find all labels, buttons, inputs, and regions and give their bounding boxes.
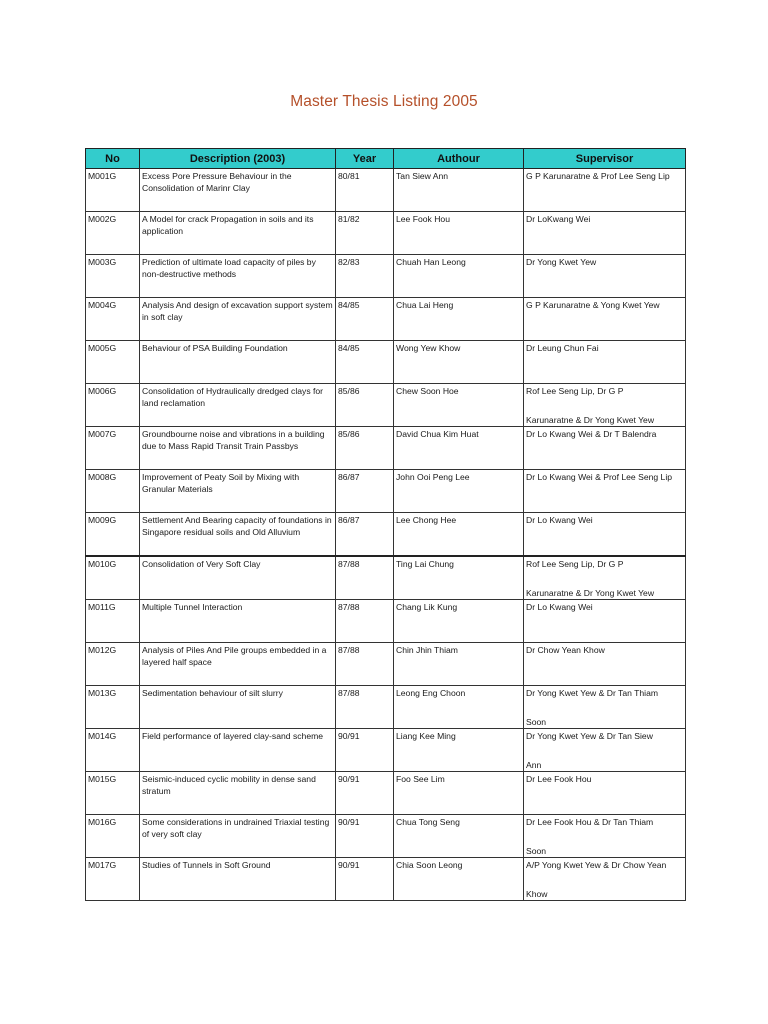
table-row [86, 643, 686, 686]
cell-author: Liang Kee Ming [394, 729, 524, 772]
cell-no: M005G [86, 341, 140, 384]
cell-description: Excess Pore Pressure Behaviour in the Consolidation of Marinr Clay [140, 169, 336, 212]
cell-year: 86/87 [336, 470, 394, 513]
cell-no: M004G [86, 298, 140, 341]
supervisor-line-continued: Karunaratne & Dr Yong Kwet Yew [526, 415, 655, 425]
supervisor-line-continued: Soon [526, 846, 547, 856]
supervisor-line: Dr Leung Chun Fai [526, 343, 599, 353]
cell-no: M002G [86, 212, 140, 255]
table-row [86, 384, 686, 427]
cell-description: Sedimentation behaviour of silt slurry [140, 686, 336, 729]
cell-author: Tan Siew Ann [394, 169, 524, 212]
cell-year: 87/88 [336, 686, 394, 729]
cell-year: 80/81 [336, 169, 394, 212]
cell-year: 84/85 [336, 341, 394, 384]
cell-description: Analysis And design of excavation support system in soft clay [140, 298, 336, 341]
cell-year: 82/83 [336, 255, 394, 298]
cell-author: Chin Jhin Thiam [394, 643, 524, 686]
supervisor-line: Dr Lo Kwang Wei [526, 515, 593, 525]
cell-supervisor [524, 384, 686, 427]
supervisor-line-continued: Khow [526, 889, 548, 899]
cell-supervisor [524, 556, 686, 600]
supervisor-line: Rof Lee Seng Lip, Dr G P [526, 386, 624, 396]
cell-no: M015G [86, 772, 140, 815]
table-row [86, 556, 686, 600]
cell-description: Seismic-induced cyclic mobility in dense sand stratum [140, 772, 336, 815]
column-header-supervisor: Supervisor [524, 149, 686, 169]
cell-no: M009G [86, 513, 140, 557]
cell-author: John Ooi Peng Lee [394, 470, 524, 513]
cell-supervisor [524, 427, 686, 470]
cell-supervisor [524, 212, 686, 255]
cell-year: 81/82 [336, 212, 394, 255]
cell-description: Settlement And Bearing capacity of foundations in Singapore residual soils and Old Alluvium [140, 513, 336, 557]
supervisor-line: Dr Chow Yean Khow [526, 645, 605, 655]
table-row [86, 212, 686, 255]
cell-year: 87/88 [336, 556, 394, 600]
cell-author: Chua Tong Seng [394, 815, 524, 858]
table-row [86, 513, 686, 557]
cell-supervisor [524, 255, 686, 298]
table-row [86, 427, 686, 470]
thesis-table [85, 148, 686, 901]
table-row [86, 169, 686, 212]
cell-no: M013G [86, 686, 140, 729]
column-header-year: Year [336, 149, 394, 169]
cell-supervisor [524, 772, 686, 815]
cell-supervisor [524, 298, 686, 341]
cell-author: Wong Yew Khow [394, 341, 524, 384]
supervisor-line: Dr Lo Kwang Wei [526, 602, 593, 612]
table-row [86, 600, 686, 643]
cell-supervisor [524, 686, 686, 729]
table-row [86, 772, 686, 815]
cell-author: Chia Soon Leong [394, 858, 524, 901]
cell-supervisor [524, 341, 686, 384]
cell-author: Lee Fook Hou [394, 212, 524, 255]
cell-no: M017G [86, 858, 140, 901]
cell-description: A Model for crack Propagation in soils and its application [140, 212, 336, 255]
supervisor-line: Dr Yong Kwet Yew & Dr Tan Thiam [526, 688, 659, 698]
cell-year: 86/87 [336, 513, 394, 557]
supervisor-line-continued: Soon [526, 717, 547, 727]
table-header-row [86, 149, 686, 169]
cell-supervisor [524, 643, 686, 686]
table-row [86, 255, 686, 298]
supervisor-line: A/P Yong Kwet Yew & Dr Chow Yean [526, 860, 667, 870]
cell-supervisor [524, 169, 686, 212]
supervisor-line: Dr Yong Kwet Yew & Dr Tan Siew [526, 731, 653, 741]
page-title: Master Thesis Listing 2005 [290, 93, 478, 110]
cell-no: M008G [86, 470, 140, 513]
cell-year: 84/85 [336, 298, 394, 341]
table-row [86, 858, 686, 901]
cell-year: 85/86 [336, 427, 394, 470]
cell-description: Consolidation of Very Soft Clay [140, 556, 336, 600]
cell-description: Improvement of Peaty Soil by Mixing with Granular Materials [140, 470, 336, 513]
cell-year: 90/91 [336, 772, 394, 815]
cell-no: M012G [86, 643, 140, 686]
cell-description: Multiple Tunnel Interaction [140, 600, 336, 643]
cell-description: Field performance of layered clay-sand scheme [140, 729, 336, 772]
cell-no: M014G [86, 729, 140, 772]
cell-description: Groundbourne noise and vibrations in a building due to Mass Rapid Transit Train Passbys [140, 427, 336, 470]
column-header-author: Authour [394, 149, 524, 169]
table-row [86, 729, 686, 772]
cell-supervisor [524, 600, 686, 643]
supervisor-line: Rof Lee Seng Lip, Dr G P [526, 559, 624, 569]
cell-year: 87/88 [336, 600, 394, 643]
cell-year: 90/91 [336, 729, 394, 772]
column-header-description: Description (2003) [140, 149, 336, 169]
cell-year: 90/91 [336, 815, 394, 858]
cell-description: Some considerations in undrained Triaxial testing of very soft clay [140, 815, 336, 858]
supervisor-line: Dr Lo Kwang Wei & Dr T Balendra [526, 429, 657, 439]
cell-author: Chew Soon Hoe [394, 384, 524, 427]
cell-author: Foo See Lim [394, 772, 524, 815]
cell-description: Prediction of ultimate load capacity of piles by non-destructive methods [140, 255, 336, 298]
supervisor-line: G P Karunaratne & Yong Kwet Yew [526, 300, 660, 310]
cell-year: 90/91 [336, 858, 394, 901]
cell-no: M011G [86, 600, 140, 643]
supervisor-line: Dr Lee Fook Hou [526, 774, 592, 784]
table-row [86, 341, 686, 384]
cell-author: David Chua Kim Huat [394, 427, 524, 470]
table-row [86, 470, 686, 513]
cell-description: Consolidation of Hydraulically dredged clays for land reclamation [140, 384, 336, 427]
cell-author: Chuah Han Leong [394, 255, 524, 298]
cell-supervisor [524, 729, 686, 772]
cell-author: Leong Eng Choon [394, 686, 524, 729]
cell-author: Lee Chong Hee [394, 513, 524, 557]
cell-year: 85/86 [336, 384, 394, 427]
cell-description: Studies of Tunnels in Soft Ground [140, 858, 336, 901]
cell-author: Chang Lik Kung [394, 600, 524, 643]
cell-author: Ting Lai Chung [394, 556, 524, 600]
supervisor-line: Dr LoKwang Wei [526, 214, 591, 224]
table-body [86, 169, 686, 901]
cell-supervisor [524, 470, 686, 513]
cell-supervisor [524, 858, 686, 901]
cell-no: M016G [86, 815, 140, 858]
cell-no: M006G [86, 384, 140, 427]
supervisor-line-continued: Ann [526, 760, 542, 770]
cell-year: 87/88 [336, 643, 394, 686]
table-row [86, 298, 686, 341]
cell-no: M003G [86, 255, 140, 298]
cell-no: M001G [86, 169, 140, 212]
cell-author: Chua Lai Heng [394, 298, 524, 341]
supervisor-line-continued: Karunaratne & Dr Yong Kwet Yew [526, 588, 655, 598]
table-row [86, 686, 686, 729]
cell-description: Analysis of Piles And Pile groups embedded in a layered half space [140, 643, 336, 686]
cell-no: M007G [86, 427, 140, 470]
supervisor-line: G P Karunaratne & Prof Lee Seng Lip [526, 171, 670, 181]
cell-description: Behaviour of PSA Building Foundation [140, 341, 336, 384]
supervisor-line: Dr Yong Kwet Yew [526, 257, 597, 267]
table-row [86, 815, 686, 858]
column-header-no: No [86, 149, 140, 169]
cell-supervisor [524, 513, 686, 557]
supervisor-line: Dr Lee Fook Hou & Dr Tan Thiam [526, 817, 654, 827]
cell-supervisor [524, 815, 686, 858]
cell-no: M010G [86, 556, 140, 600]
supervisor-line: Dr Lo Kwang Wei & Prof Lee Seng Lip [526, 472, 673, 482]
